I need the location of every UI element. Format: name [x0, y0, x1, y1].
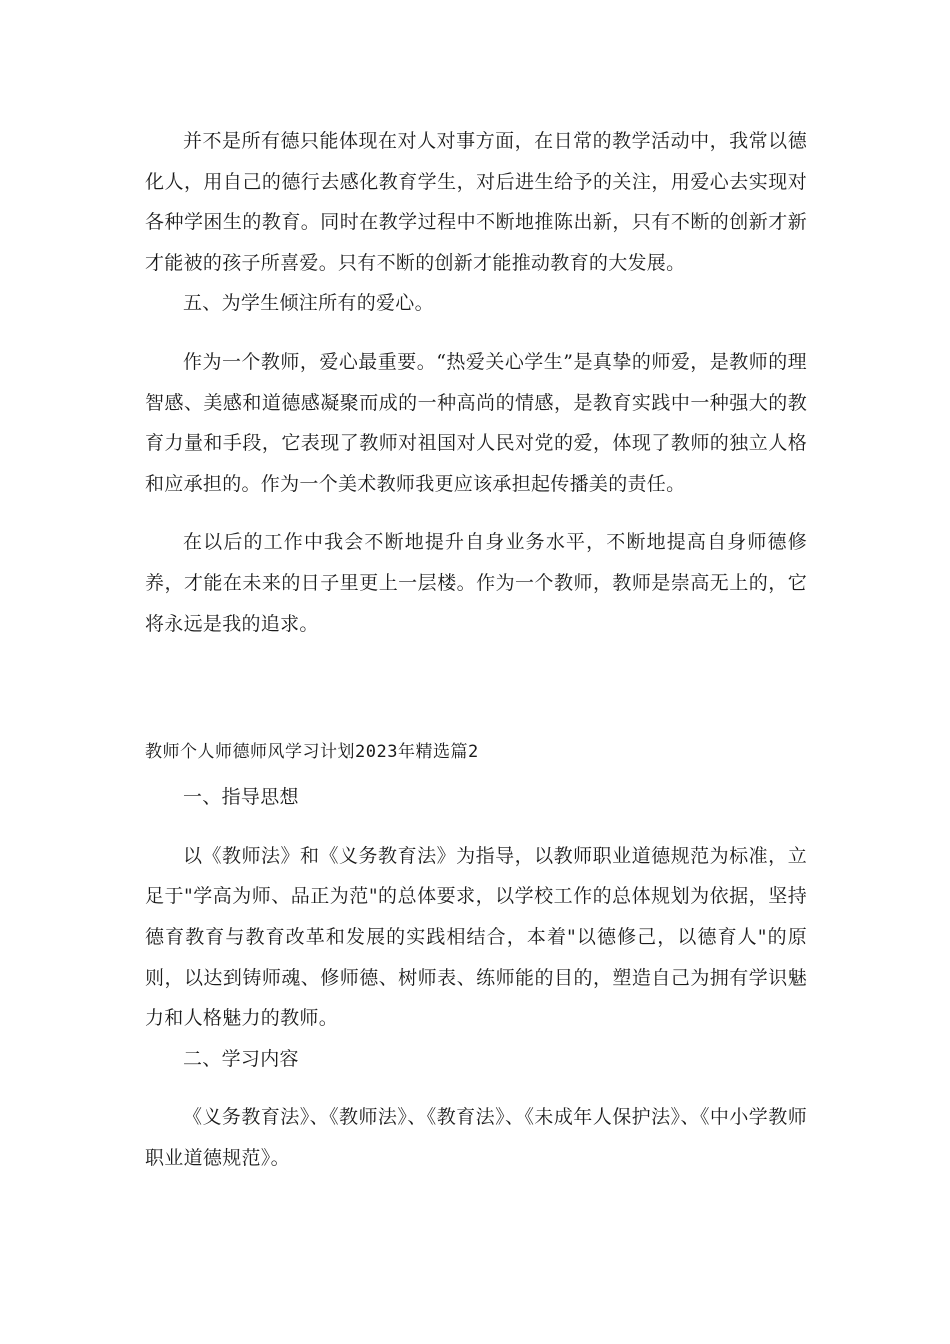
document-page — [145, 121, 807, 1178]
paragraph-guide: 以《教师法》和《义务教育法》为指导，以教师职业道德规范为标准，立足于"学高为师、品正为范"的总体要求，以学校工作的总体规划为依据，坚持德育教育与教育改革和发展的实践相结合，本着"以德修己，以德育人"的原则，以达到铸师魂、修师德、树师表、练师能的目的，塑造自己为拥有学识魅力和人格魅力的教师。 — [145, 844, 807, 1030]
heading-five: 五、为学生倾注所有的爱心。 — [183, 292, 434, 315]
paragraph-love: 作为一个教师，爱心最重要。“热爱关心学生”是真挚的师爱，是教师的理智感、美感和道德感凝聚而成的一种高尚的情感，是教育实践中一种强大的教育力量和手段，它表现了教师对祖国对人民对党的爱，体现了教师的独立人格和应承担的。作为一个美术教师我更应该承担起传播美的责任。 — [145, 350, 807, 495]
paragraph-virtue: 并不是所有德只能体现在对人对事方面，在日常的教学活动中，我常以德化人，用自己的德行去感化教育学生，对后进生给予的关注，用爱心去实现对各种学困生的教育。同时在教学过程中不断地推陈出新，只有不断的创新才新才能被的孩子所喜爱。只有不断的创新才能推动教育的大发展。 — [145, 130, 807, 274]
heading-two: 二、学习内容 — [183, 1047, 299, 1070]
paragraph-content: 《义务教育法》、《教师法》、《教育法》、《未成年人保护法》、《中小学教师职业道德规范》。 — [145, 1106, 807, 1169]
paragraph-future: 在以后的工作中我会不断地提升自身业务水平，不断地提高自身师德修养，才能在未来的日子里更上一层楼。作为一个教师，教师是崇高无上的，它将永远是我的追求。 — [145, 531, 807, 635]
heading-one: 一、指导思想 — [183, 786, 299, 809]
section-title: 教师个人师德师风学习计划2023年精选篇2 — [145, 742, 479, 763]
